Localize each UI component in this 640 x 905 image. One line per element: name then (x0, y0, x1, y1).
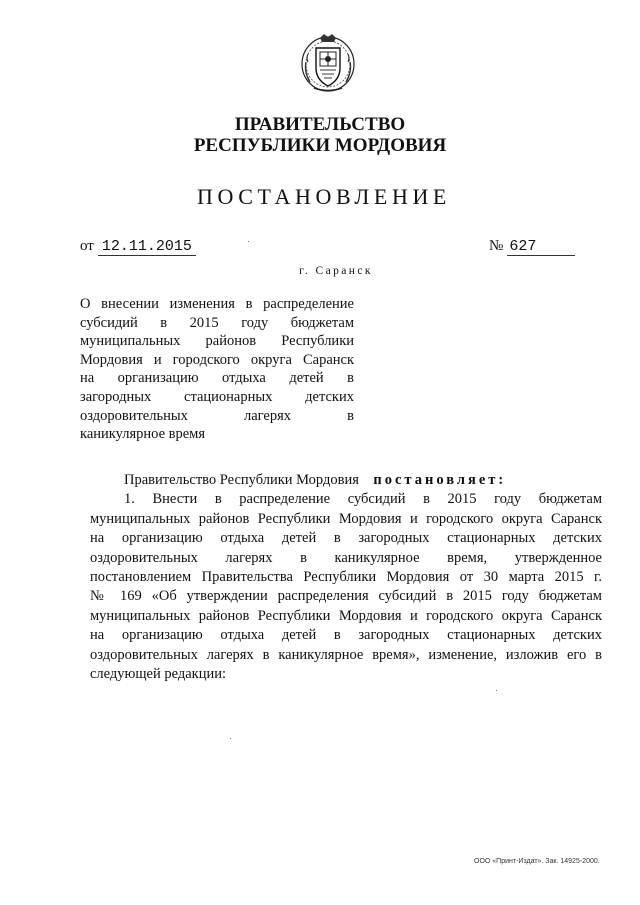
body-line: оздоровительных лагерях в каникулярное время, утвержденное (90, 549, 602, 566)
subject-line: О внесении изменения в распределение (80, 296, 354, 312)
body-line: следующей редакции: (90, 666, 227, 683)
printer-imprint: ООО «Принт-Издат». Зак. 14925-2000. (474, 858, 600, 865)
body-line: на организацию отдыха детей в загородных стационарных детских (90, 530, 602, 547)
document-type-title: ПОСТАНОВЛЕНИЕ (197, 184, 451, 209)
document-subject (80, 295, 354, 444)
body-line: № 169 «Об утверждении распределения субсидий в 2015 году бюджетам (90, 588, 602, 605)
subject-line: оздоровительных лагерях в (80, 407, 354, 424)
organization-name-line1: ПРАВИТЕЛЬСТВО (234, 114, 406, 135)
decree-word: постановляет: (373, 472, 507, 488)
intro-text: Правительство Республики Мордовия (124, 472, 359, 488)
number-value: 627 (507, 238, 575, 256)
decree-intro (90, 471, 602, 490)
subject-line: муниципальных районов Республики (80, 333, 354, 350)
scan-speck (496, 690, 497, 691)
date-value: 12.11.2015 (98, 238, 196, 256)
body-line: муниципальных районов Республики Мордовия и городского округа Саранск (90, 510, 602, 527)
subject-line: загородных стационарных детских (80, 388, 354, 405)
body-line: оздоровительных лагерях в каникулярное время», изменение, изложив его в (90, 646, 602, 663)
body-line: постановлением Правительства Республики Мордовия от 30 марта 2015 г. (90, 569, 602, 586)
document-date (80, 238, 196, 256)
organization-name-line2: РЕСПУБЛИКИ МОРДОВИЯ (193, 135, 447, 156)
city-name: г. Саранск (299, 265, 373, 277)
scan-speck (248, 241, 249, 242)
body-line: муниципальных районов Республики Мордовия и городского округа Саранск (90, 607, 602, 624)
body-line: на организацию отдыха детей в загородных стационарных детских (90, 627, 602, 644)
subject-line: на организацию отдыха детей в (80, 370, 354, 387)
body-line: 1. Внести в распределение субсидий в 2015 году бюджетам (124, 491, 602, 508)
number-prefix: № (489, 238, 504, 254)
subject-line: Мордовия и городского округа Саранск (80, 351, 354, 368)
coat-of-arms-icon (298, 32, 358, 94)
date-prefix: от (80, 238, 94, 254)
subject-line: субсидий в 2015 году бюджетам (80, 314, 354, 331)
document-number (489, 238, 575, 256)
document-body (90, 471, 602, 684)
scan-speck (230, 738, 231, 739)
subject-line: каникулярное время (80, 426, 206, 443)
